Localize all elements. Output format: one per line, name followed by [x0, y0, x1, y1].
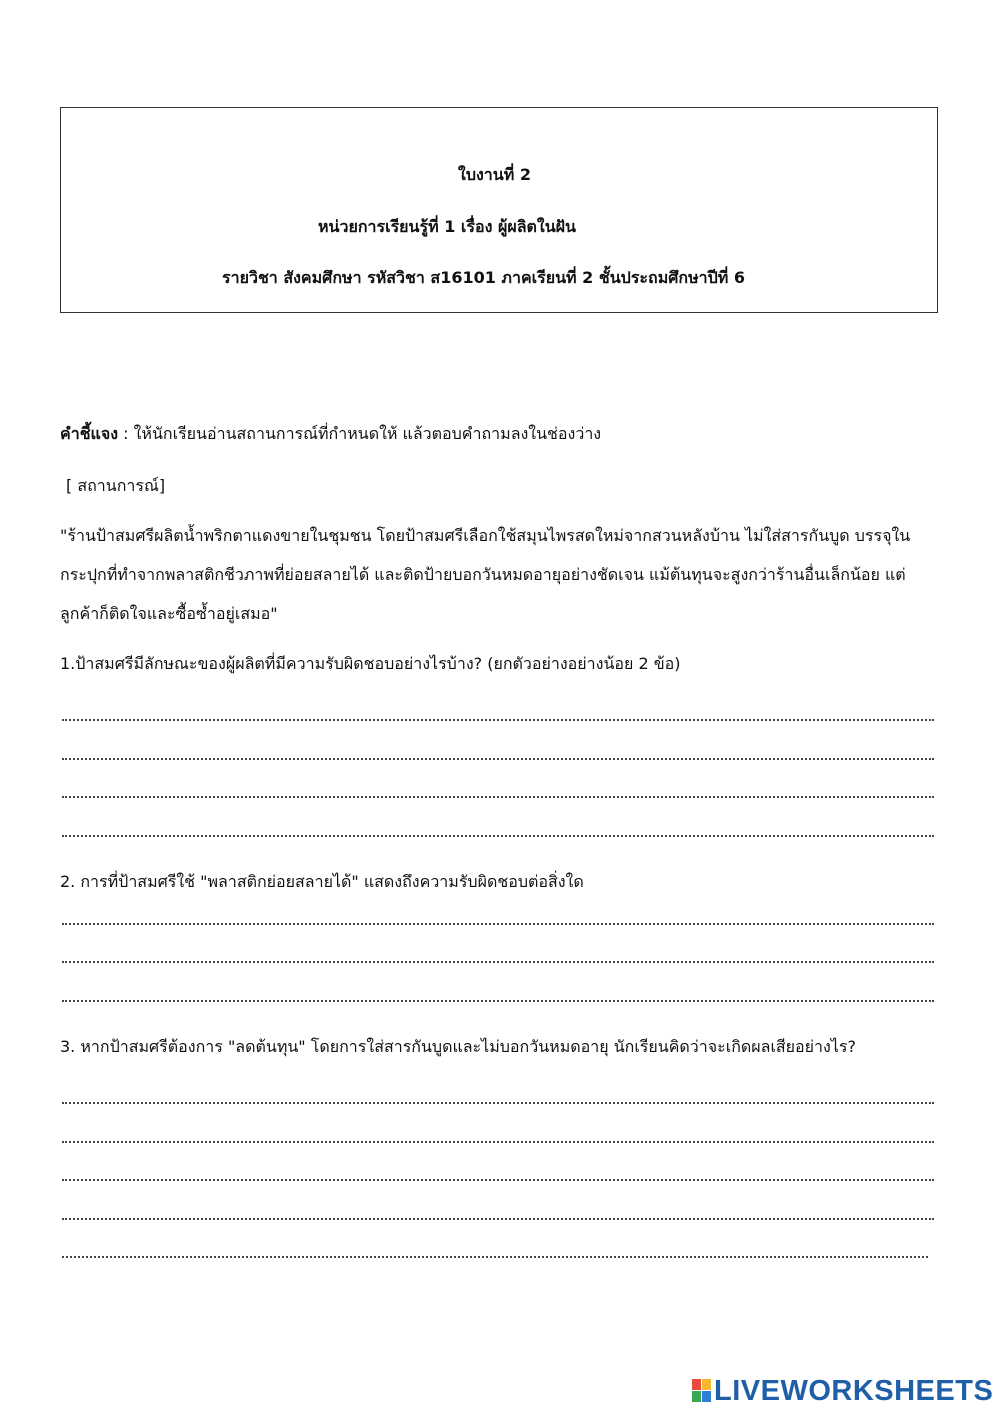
answer-line-2-1[interactable]	[62, 917, 934, 925]
liveworksheets-logo	[692, 1373, 993, 1409]
instructions-label: คำชี้แจง	[60, 424, 119, 443]
instructions	[60, 423, 601, 445]
scenario-tag: [ สถานการณ์]	[66, 476, 166, 495]
liveworksheets-mark-icon	[692, 1379, 712, 1403]
answer-line-2-3[interactable]	[62, 994, 934, 1002]
answer-line-2-2[interactable]	[62, 955, 934, 963]
answer-line-3-2[interactable]	[62, 1135, 934, 1143]
unit-title: หน่วยการเรียนรู้ที่ 1 เรื่อง ผู้ผลิตในฝัน	[318, 217, 576, 236]
instructions-separator: :	[118, 424, 134, 443]
scenario-line-2: กระปุกที่ทำจากพลาสติกชีวภาพที่ย่อยสลายได้ และติดป้ายบอกวันหมดอายุอย่างชัดเจน แม้ต้นทุนจะสูงกว่าร้านอื่นเล็กน้อย แต่	[60, 565, 906, 584]
scenario-line-3: ลูกค้าก็ติดใจและซื้อซ้ำอยู่เสมอ"	[60, 604, 278, 623]
instructions-text: ให้นักเรียนอ่านสถานการณ์ที่กำหนดให้ แล้วตอบคำถามลงในช่องว่าง	[133, 424, 602, 443]
answer-line-1-3[interactable]	[62, 790, 934, 798]
sheet-title: ใบงานที่ 2	[458, 165, 531, 184]
answer-line-3-3[interactable]	[62, 1173, 934, 1181]
logo-text: LIVEWORKSHEETS	[714, 1374, 994, 1407]
answer-line-1-4[interactable]	[62, 829, 934, 837]
answer-line-3-1[interactable]	[62, 1096, 934, 1104]
question-2: 2. การที่ป้าสมศรีใช้ "พลาสติกย่อยสลายได้" แสดงถึงความรับผิดชอบต่อสิ่งใด	[60, 872, 584, 891]
answer-line-1-2[interactable]	[62, 752, 934, 760]
answer-line-1-1[interactable]	[62, 713, 934, 721]
answer-line-3-4[interactable]	[62, 1212, 934, 1220]
course-info: รายวิชา สังคมศึกษา รหัสวิชา ส16101 ภาคเรียนที่ 2 ชั้นประถมศึกษาปีที่ 6	[222, 268, 746, 287]
answer-line-3-5[interactable]	[62, 1250, 928, 1258]
question-3: 3. หากป้าสมศรีต้องการ "ลดต้นทุน" โดยการใส่สารกันบูดและไม่บอกวันหมดอายุ นักเรียนคิดว่าจะเกิดผลเสียอย่างไร?	[60, 1037, 856, 1056]
question-1: 1.ป้าสมศรีมีลักษณะของผู้ผลิตที่มีความรับผิดชอบอย่างไรบ้าง? (ยกตัวอย่างอย่างน้อย 2 ข้อ)	[60, 654, 681, 673]
scenario-line-1: "ร้านป้าสมศรีผลิตน้ำพริกตาแดงขายในชุมชน โดยป้าสมศรีเลือกใช้สมุนไพรสดใหม่จากสวนหลังบ้าน ไม่ใส่สารกันบูด บรรจุใน	[60, 526, 911, 545]
